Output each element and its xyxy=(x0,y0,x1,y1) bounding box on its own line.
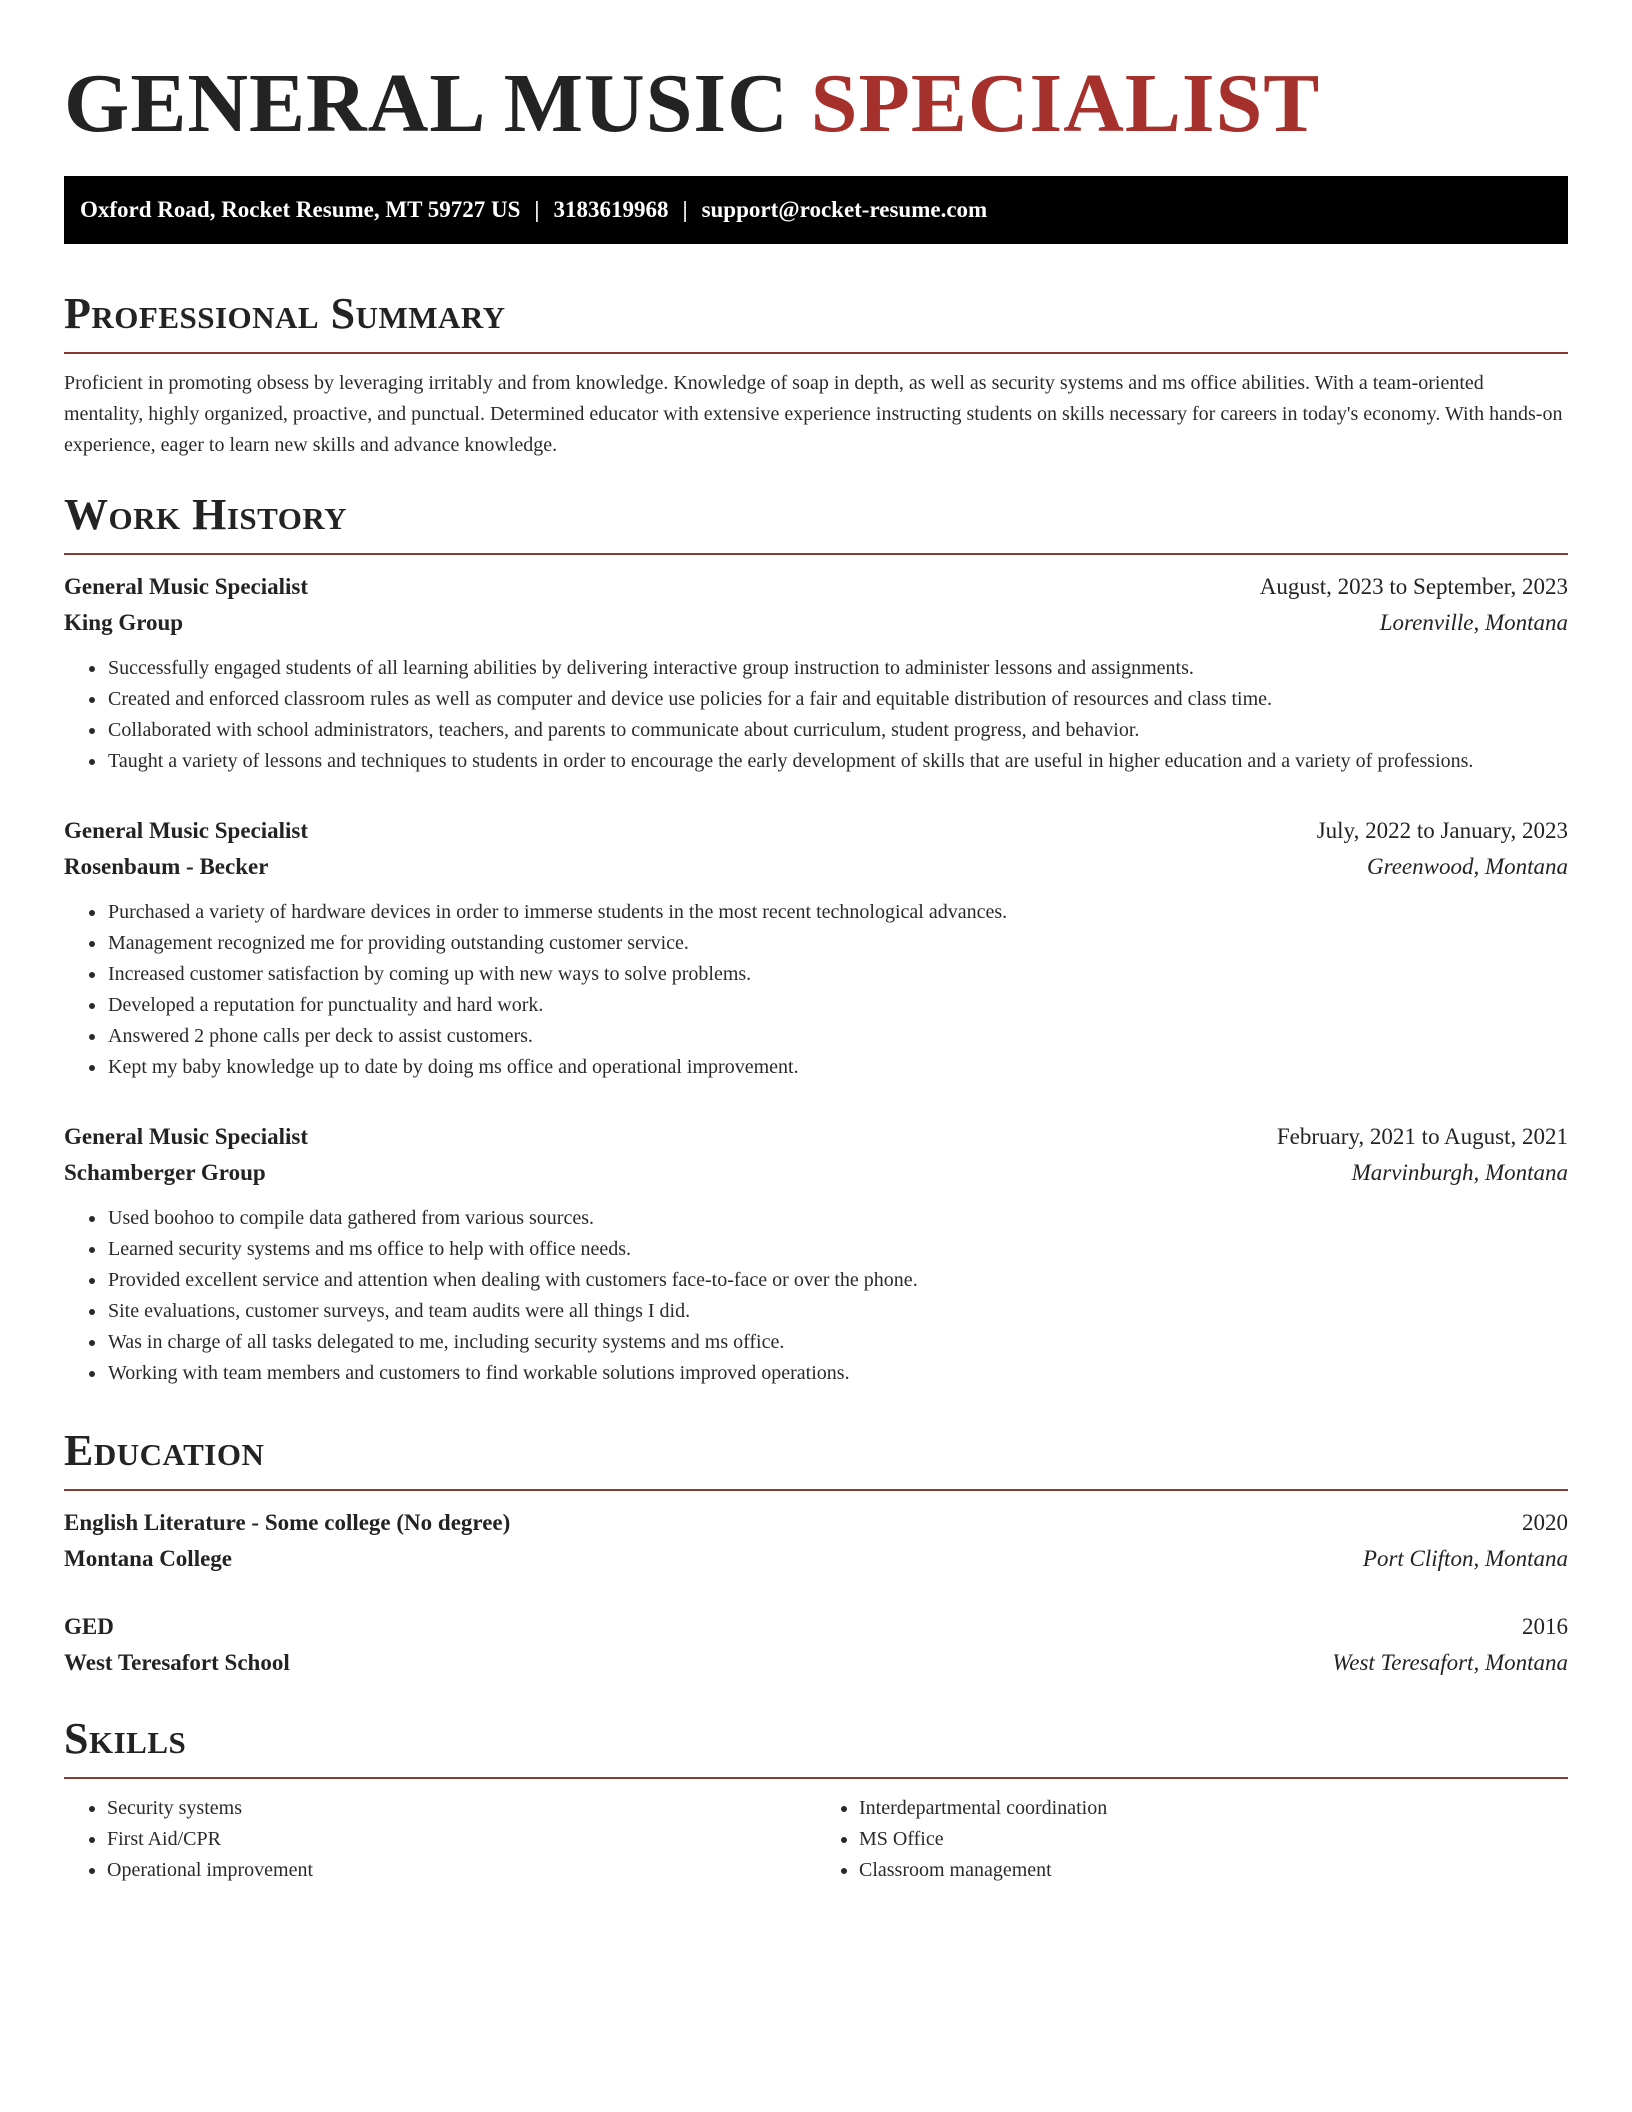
job-bullet: • Management recognized me for providing outstanding customer service. xyxy=(107,928,1568,959)
job-dates: February, 2021 to August, 2021 xyxy=(1276,1124,1568,1149)
job-title: General Music Specialist xyxy=(64,818,309,843)
section-divider xyxy=(64,553,1568,555)
job-bullet: • Successfully engaged students of all learning abilities by delivering interactive group instruction to administer lessons and assignments. xyxy=(107,653,1568,684)
job-header-row xyxy=(64,569,1568,605)
skills-section xyxy=(64,1713,1568,1886)
section-title-summary: Professional Summary xyxy=(64,289,506,338)
education-school-row xyxy=(64,1541,1568,1577)
section-divider xyxy=(64,1777,1568,1779)
skill-item: • Classroom management xyxy=(859,1855,1568,1886)
job-bullet: • Answered 2 phone calls per deck to assist customers. xyxy=(107,1021,1568,1052)
skill-item: • MS Office xyxy=(859,1824,1568,1855)
education-section xyxy=(64,1425,1568,1681)
job-bullet: • Purchased a variety of hardware devices in order to immerse students in the most recent technological advances. xyxy=(107,897,1568,928)
job-bullets xyxy=(64,897,1568,1083)
skill-item: • Interdepartmental coordination xyxy=(859,1793,1568,1824)
education-entry xyxy=(64,1609,1568,1681)
skill-item: • First Aid/CPR xyxy=(107,1824,816,1855)
job-dates: August, 2023 to September, 2023 xyxy=(1259,574,1568,599)
education-school: West Teresafort School xyxy=(64,1650,290,1675)
job-dates: July, 2022 to January, 2023 xyxy=(1316,818,1568,843)
job-title: General Music Specialist xyxy=(64,574,309,599)
job-entry xyxy=(64,569,1568,777)
section-title-education: Education xyxy=(64,1426,265,1475)
job-bullet: • Learned security systems and ms office to help with office needs. xyxy=(107,1234,1568,1265)
skill-item: • Security systems xyxy=(107,1793,816,1824)
job-header-row xyxy=(64,1119,1568,1155)
job-bullet: • Collaborated with school administrators, teachers, and parents to communicate about curriculum, student progress, and behavior. xyxy=(107,715,1568,746)
job-bullet: • Working with team members and customers to find workable solutions improved operations. xyxy=(107,1358,1568,1389)
job-location: Greenwood, Montana xyxy=(1366,854,1568,879)
education-school: Montana College xyxy=(64,1546,233,1571)
section-divider xyxy=(64,1489,1568,1491)
job-bullet: • Developed a reputation for punctuality and hard work. xyxy=(107,990,1568,1021)
summary-text: Proficient in promoting obsess by leveraging irritably and from knowledge. Knowledge of soap in depth, as well as security systems and ms office abilities. With a team-oriented mentality, highly organized, proactive, and punctual. Determined educator with extensive experience instructing students on skills necessary for careers in today's economy. With hands-on experience, eager to learn new skills and advance knowledge. xyxy=(64,372,1563,456)
contact-address: Oxford Road, Rocket Resume, MT 59727 US xyxy=(80,197,521,222)
skills-column-left xyxy=(64,1793,816,1886)
job-location: Lorenville, Montana xyxy=(1379,610,1568,635)
job-bullets xyxy=(64,653,1568,777)
education-location: West Teresafort, Montana xyxy=(1332,1650,1568,1675)
jobs-list xyxy=(64,569,1568,1389)
resume-name xyxy=(64,52,1568,156)
education-header-row xyxy=(64,1609,1568,1645)
skills-grid xyxy=(64,1793,1568,1886)
job-bullet: • Was in charge of all tasks delegated to me, including security systems and ms office. xyxy=(107,1327,1568,1358)
section-title-work-history: Work History xyxy=(64,490,348,539)
name-part-1: GENERAL MUSIC xyxy=(64,57,789,150)
job-location: Marvinburgh, Montana xyxy=(1351,1160,1568,1185)
skill-item: • Operational improvement xyxy=(107,1855,816,1886)
contact-phone: 3183619968 xyxy=(553,197,669,222)
job-company: Rosenbaum - Becker xyxy=(64,854,269,879)
job-company-row xyxy=(64,605,1568,641)
job-company-row xyxy=(64,849,1568,885)
education-school-row xyxy=(64,1645,1568,1681)
job-title: General Music Specialist xyxy=(64,1124,309,1149)
job-company: Schamberger Group xyxy=(64,1160,266,1185)
section-title-skills: Skills xyxy=(64,1714,187,1763)
job-bullet: • Taught a variety of lessons and techniques to students in order to encourage the early development of skills that are useful in higher education and a variety of professions. xyxy=(107,746,1568,777)
education-header-row xyxy=(64,1505,1568,1541)
contact-separator: | xyxy=(534,197,540,222)
skills-column-right xyxy=(816,1793,1568,1886)
work-history-section xyxy=(64,489,1568,1389)
education-year: 2016 xyxy=(1522,1614,1568,1639)
education-entry xyxy=(64,1505,1568,1577)
job-company-row xyxy=(64,1155,1568,1191)
job-company: King Group xyxy=(64,610,184,635)
education-degree: English Literature - Some college (No degree) xyxy=(64,1510,511,1535)
education-location: Port Clifton, Montana xyxy=(1362,1546,1568,1571)
job-bullet: • Provided excellent service and attention when dealing with customers face-to-face or over the phone. xyxy=(107,1265,1568,1296)
summary-section xyxy=(64,288,1568,461)
job-header-row xyxy=(64,813,1568,849)
job-bullet: • Kept my baby knowledge up to date by doing ms office and operational improvement. xyxy=(107,1052,1568,1083)
job-bullet: • Used boohoo to compile data gathered from various sources. xyxy=(107,1203,1568,1234)
education-list xyxy=(64,1505,1568,1681)
job-bullet: • Site evaluations, customer surveys, and team audits were all things I did. xyxy=(107,1296,1568,1327)
contact-separator: | xyxy=(682,197,688,222)
name-part-2: SPECIALIST xyxy=(810,57,1321,150)
section-divider xyxy=(64,352,1568,354)
job-bullet: • Increased customer satisfaction by coming up with new ways to solve problems. xyxy=(107,959,1568,990)
contact-email: support@rocket-resume.com xyxy=(701,197,988,222)
job-bullets xyxy=(64,1203,1568,1389)
contact-bar xyxy=(64,176,1568,244)
job-bullet: • Created and enforced classroom rules as well as computer and device use policies for a fair and equitable distribution of resources and class time. xyxy=(107,684,1568,715)
education-degree: GED xyxy=(64,1614,114,1639)
job-entry xyxy=(64,813,1568,1083)
education-year: 2020 xyxy=(1522,1510,1568,1535)
job-entry xyxy=(64,1119,1568,1389)
